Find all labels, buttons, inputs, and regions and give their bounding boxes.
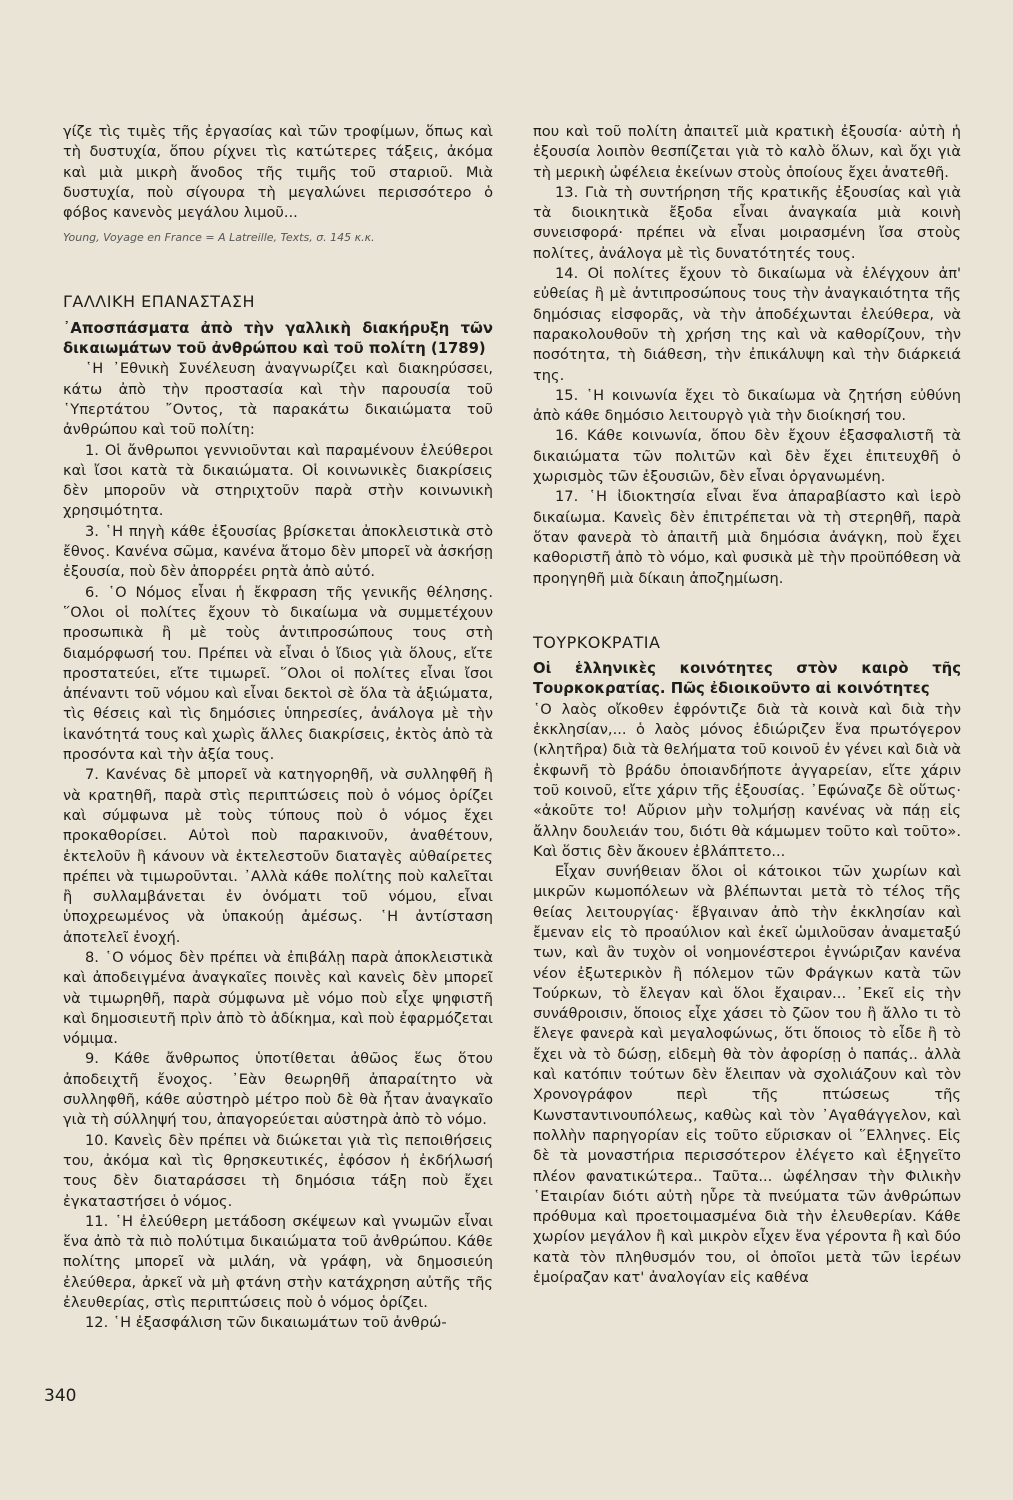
source-citation: Young, Voyage en France = A Latreille, Texts, σ. 145 κ.κ. [63, 231, 375, 245]
article-6: 6. ῾Ο Νόμος εἶναι ἡ ἔκφραση τῆς γενικῆς θέλησης. ῞Ολοι οἱ πολίτες ἔχουν τὸ δικαίωμα νὰ συμμετέχουν προσωπικὰ ἢ μὲ τοὺς ἀντιπροσώπους τους στὴ διαμόρφωσή του. Πρέπει νὰ εἶναι ὁ ἴδιος γιὰ ὅλους, εἴτε προστατεύει, εἴτε τιμωρεῖ. ῞Ολοι οἱ πολίτες εἶναι ἴσοι ἀπέναντι τοῦ νόμου καὶ εἶναι δεκτοὶ σὲ ὅλα τὰ ἀξιώματα, τὶς θέσεις καὶ τὶς δημόσιες ὑπηρεσίες, ἀνάλογα μὲ τὴν ἱκανότητά τους καὶ χωρὶς ἄλλες διακρίσεις, ἐκτὸς ἀπὸ τὰ προσόντα καὶ τὴν ἀξία τους. [63, 583, 493, 764]
article-16: 16. Κάθε κοινωνία, ὅπου δὲν ἔχουν ἐξασφαλιστῆ τὰ δικαιώματα τῶν πολιτῶν καὶ δὲν ἔχει ἐπιτευχθῆ ὁ χωρισμὸς τῶν ἐξουσιῶν, δὲν εἶναι ὀργανωμένη. [533, 427, 961, 486]
article-10: 10. Κανεὶς δὲν πρέπει νὰ διώκεται γιὰ τὶς πεποιθήσεις του, ἀκόμα καὶ τὶς θρησκευτικές, ἐφόσον ἡ ἐκδήλωσή τους δὲν διαταράσσει τὴ δημόσια τάξη ποὺ ἔχει ἐγκαταστήσει ὁ νόμος. [63, 1131, 493, 1210]
article-17: 17. ῾Η ἰδιοκτησία εἶναι ἕνα ἀπαραβίαστο καὶ ἱερὸ δικαίωμα. Κανεὶς δὲν ἐπιτρέπεται νὰ τὴ στερηθῆ, παρὰ ὅταν φανερὰ τὸ ἀπαιτῆ μιὰ δημόσια ἀνάγκη, ποὺ ἔχει καθοριστῆ ἀπὸ τὸ νόμο, καὶ φυσικὰ μὲ τὴν προϋπόθεση νὰ προηγηθῆ μιὰ δίκαιη ἀποζημίωση. [533, 488, 961, 587]
left-column [63, 122, 493, 1334]
article-8: 8. ῾Ο νόμος δὲν πρέπει νὰ ἐπιβάλῃ παρὰ ἀποκλειστικὰ καὶ ἀποδειγμένα ἀναγκαῖες ποινὲς καὶ κανεὶς δὲν μπορεῖ νὰ τιμωρηθῆ, παρὰ σύμφωνα μὲ νόμο ποὺ εἶχε ψηφιστῆ καὶ δημοσιευτῆ πρὶν ἀπὸ τὸ ἀδίκημα, καὶ ποὺ ἐφαρμόζεται νόμιμα. [63, 948, 493, 1048]
section-title-turkish-rule: ΤΟΥΡΚΟΚΡΑΤΙΑ [533, 632, 661, 652]
article-15: 15. ῾Η κοινωνία ἔχει τὸ δικαίωμα νὰ ζητήση εὐθύνη ἀπὸ κάθε δημόσιο λειτουργὸ γιὰ τὴν διοίκησή του. [533, 386, 961, 425]
article-7: 7. Κανένας δὲ μπορεῖ νὰ κατηγορηθῆ, νὰ συλληφθῆ ἢ νὰ κρατηθῆ, παρὰ στὶς περιπτώσεις ποὺ ὁ νόμος ὁρίζει καὶ σύμφωνα μὲ τοὺς τύπους ποὺ ὁ νόμος ἔχει προκαθορίσει. Αὐτοὶ ποὺ παρακινοῦν, ἀναθέτουν, ἐκτελοῦν ἢ κάνουν νὰ ἐκτελεστοῦν διαταγὲς αὐθαίρετες πρέπει νὰ τιμωροῦνται. ᾿Αλλὰ κάθε πολίτης ποὺ καλεῖται ἢ συλλαμβάνεται ἐν ὀνόματι τοῦ νόμου, εἶναι ὑποχρεωμένος νὰ ὑπακούῃ ἀμέσως. ῾Η ἀντίσταση ἀποτελεῖ ἐνοχή. [63, 766, 493, 946]
article-12-continued: που καὶ τοῦ πολίτη ἀπαιτεῖ μιὰ κρατικὴ ἐξουσία· αὐτὴ ἡ ἐξουσία λοιπὸν θεσπίζεται γιὰ τὸ καλὸ ὅλων, καὶ ὄχι γιὰ τὴ μερικὴ ὠφέλεια ἐκείνων στοὺς ὁποίους ἔχει ἀνατεθῆ. [533, 123, 961, 181]
subsection-title-declaration: ᾿Αποσπάσματα ἀπὸ τὴν γαλλικὴ διακήρυξη τῶν δικαιωμάτων τοῦ ἀνθρώπου καὶ τοῦ πολίτη (1789) [63, 319, 493, 358]
subsection-title-communities: Οἱ ἑλληνικὲς κοινότητες στὸν καιρὸ τῆς Τουρκοκρατίας. Πῶς ἐδιοικοῦντο αἱ κοινότητες [533, 660, 961, 698]
article-1: 1. Οἱ ἄνθρωποι γεννιοῦνται καὶ παραμένουν ἐλεύθεροι καὶ ἴσοι κατὰ τὰ δικαιώματα. Οἱ κοινωνικὲς διακρίσεις δὲν μποροῦν νὰ στηριχτοῦν παρὰ στὴν κοινωνικὴ χρησιμότητα. [63, 441, 493, 520]
right-column [533, 122, 961, 1288]
article-12-start: 12. ῾Η ἐξασφάλιση τῶν δικαιωμάτων τοῦ ἀνθρώ- [85, 1314, 447, 1332]
page-number: 340 [44, 1386, 77, 1406]
article-9: 9. Κάθε ἄνθρωπος ὑποτίθεται ἀθῶος ἕως ὅτου ἀποδειχτῆ ἔνοχος. ᾿Εὰν θεωρηθῆ ἀπαραίτητο νὰ συλληφθῆ, κάθε αὐστηρὸ μέτρο ποὺ δὲ θὰ ἦταν ἀναγκαῖο γιὰ τὴ σύλληψή του, ἀπαγορεύεται αὐστηρὰ ἀπὸ τὸ νόμο. [63, 1050, 493, 1129]
paragraph: ῾Ο λαὸς οἴκοθεν ἐφρόντιζε διὰ τὰ κοινὰ καὶ διὰ τὴν ἐκκλησίαν,... ὁ λαὸς μόνος ἐδιώριζεν ἕνα πρωτόγερον (κλητῆρα) διὰ τὰ θελήματα τοῦ κοινοῦ ἐν γένει καὶ διὰ νὰ ἐκφωνῆ τὸ βράδυ ὁποιανδήποτε ἀγγαρείαν, εἴτε χάριν τοῦ κοινοῦ, εἴτε χάριν τῆς ἐξουσίας. ᾿Εφώναζε δὲ οὕτως· «ἀκοῦτε το! Αὔριον μὴν τολμήσῃ κανένας νὰ πάῃ εἰς ἄλλην δουλειάν του, διότι θὰ κάμωμεν τοῦτο καὶ τοῦτο». Καὶ ὅστις δὲν ἄκουεν ἐβλάπτετο... [533, 700, 961, 860]
paragraph: Εἶχαν συνήθειαν ὅλοι οἱ κάτοικοι τῶν χωρίων καὶ μικρῶν κωμοπόλεων νὰ βλέπωνται μετὰ τὸ τέλος τῆς θείας λειτουργίας· ἔβγαιναν ἀπὸ τὴν ἐκκλησίαν καὶ ἔμεναν εἰς τὸ προαύλιον καὶ ἐκεῖ ὡμιλοῦσαν ἀναμεταξύ των, καὶ ἂν τυχὸν οἱ νοημονέστεροι ἐγνώριζαν κανένα νέον ἐξωτερικὸν ἢ πόλεμον τῶν Φράγκων κατὰ τῶν Τούρκων, τὸ ἔλεγαν καὶ ὅλοι ἔχαιραν... ᾿Εκεῖ εἰς τὴν συνάθροισιν, ὅποιος εἶχε χάσει τὸ ζῶον του ἢ ἄλλο τι τὸ ἔλεγε φανερὰ καὶ μεγαλοφώνως, ὅτι ὅποιος τὸ εἶδε ἢ τὸ ἔχει νὰ τὸ δώσῃ, εἰδεμὴ θὰ τὸν ἀφορίσῃ ὁ παπάς.. ἀλλὰ καὶ κατόπιν τούτων δὲν ἔλειπαν νὰ σχολιάζουν καὶ τὸν Χρονογράφον περὶ τῆς πτώσεως τῆς Κωνσταντινουπόλεως, καθὼς καὶ τὸν ᾿Αγαθάγγελον, καὶ πολλὴν παρηγορίαν εἰς τοῦτο εὕρισκαν οἱ ῞Ελληνες. Εἰς δὲ τὰ μοναστήρια περισσότερον ἐλέγετο καὶ ἐξηγεῖτο πλέον φανατικώτερα.. Ταῦτα... ὠφέλησαν τὴν Φιλικὴν ῾Εταιρίαν διότι αὐτὴ ηὗρε τὰ πνεύματα τῶν ἀνθρώπων πρόθυμα καὶ προετοιμασμένα διὰ τὴν ἐλευθερίαν. Κάθε χωρίον μεγάλον ἢ καὶ μικρὸν εἶχεν ἕνα γέροντα ἢ καὶ δύο κατὰ τὸν πληθυσμόν του, οἱ ὁποῖοι μετὰ τῶν ἱερέων ἐμοίραζαν κατ' ἀναλογίαν εἰς καθένα [533, 863, 961, 1287]
paragraph: ῾Η ᾿Εθνικὴ Συνέλευση ἀναγνωρίζει καὶ διακηρύσσει, κάτω ἀπὸ τὴν προστασία καὶ τὴν παρουσία τοῦ ῾Υπερτάτου ῎Οντος, τὰ παρακάτω δικαιώματα τοῦ ἀνθρώπου καὶ τοῦ πολίτη: [63, 360, 493, 439]
article-14: 14. Οἱ πολίτες ἔχουν τὸ δικαίωμα νὰ ἐλέγχουν ἀπ' εὐθείας ἢ μὲ ἀντιπροσώπους τους τὴν ἀναγκαιότητα τῆς δημόσιας εἰσφορᾶς, νὰ τὴν ἀποδέχωνται ἐλεύθερα, νὰ παρακολουθοῦν τὴ χρήση της καὶ νὰ καθορίζουν, τὴν ποσότητα, τὴ διάθεση, τὴν ἐπικάλυψη καὶ τὴν διάρκειά της. [533, 265, 961, 384]
article-3: 3. ῾Η πηγὴ κάθε ἐξουσίας βρίσκεται ἀποκλειστικὰ στὸ ἔθνος. Κανένα σῶμα, κανένα ἄτομο δὲν μπορεῖ νὰ ἀσκήσῃ ἐξουσία, ποὺ δὲν ἀπορρέει ρητὰ ἀπὸ αὐτό. [63, 522, 493, 581]
intro-paragraph: γίζε τὶς τιμὲς τῆς ἐργασίας καὶ τῶν τροφίμων, ὅπως καὶ τὴ δυστυχία, ὅπου ρίχνει τὶς κατώτερες τάξεις, ἀκόμα καὶ μιὰ μικρὴ ἄνοδος τῆς τιμῆς τοῦ σταριοῦ. Μιὰ δυστυχία, ποὺ σίγουρα τὴ μεγαλώνει περισσότερο ὁ φόβος κανενὸς μεγάλου λιμοῦ... [63, 123, 493, 222]
article-11: 11. ῾Η ἐλεύθερη μετάδοση σκέψεων καὶ γνωμῶν εἶναι ἕνα ἀπὸ τὰ πιὸ πολύτιμα δικαιώματα τοῦ ἀνθρώπου. Κάθε πολίτης μπορεῖ νὰ μιλάη, νὰ γράφη, νὰ δημοσιεύη ἐλεύθερα, ἀρκεῖ νὰ μὴ φτάνη στὴν κατάχρηση αὐτῆς τῆς ἐλευθερίας, στὶς περιπτώσεις ποὺ ὁ νόμος ὁρίζει. [63, 1212, 493, 1312]
section-title-french-revolution: ΓΑΛΛΙΚΗ ΕΠΑΝΑΣΤΑΣΗ [63, 292, 256, 312]
article-13: 13. Γιὰ τὴ συντήρηση τῆς κρατικῆς ἐξουσίας καὶ γιὰ τὰ διοικητικὰ ἔξοδα εἶναι ἀναγκαία μιὰ κοινὴ συνεισφορά· πρέπει νὰ εἶναι μοιρασμένη ἴσα στοὺς πολίτες, ἀνάλογα μὲ τὶς δυνατότητές τους. [533, 183, 961, 262]
